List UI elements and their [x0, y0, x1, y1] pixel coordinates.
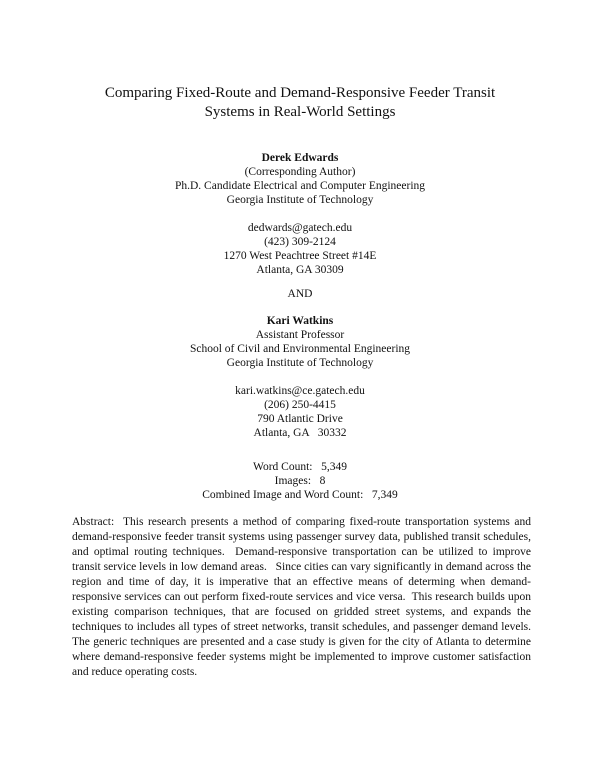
author1-street: 1270 West Peachtree Street #14E — [223, 250, 377, 262]
author2-email: kari.watkins@ce.gatech.edu — [235, 385, 365, 397]
author2-city: Atlanta, GA 30332 — [253, 427, 347, 439]
author2-block — [60, 314, 540, 440]
author1-position: Ph.D. Candidate Electrical and Computer Engineering — [174, 180, 426, 192]
author-separator: AND — [287, 288, 313, 300]
author1-phone: (423) 309-2124 — [264, 236, 336, 248]
title-line-2: Systems in Real-World Settings — [204, 104, 396, 120]
author2-phone: (206) 250-4415 — [264, 399, 336, 411]
title-line-1: Comparing Fixed-Route and Demand-Responsive Feeder Transit — [104, 85, 496, 101]
author1-institution: Georgia Institute of Technology — [226, 194, 374, 206]
author1-email: dedwards@gatech.edu — [247, 222, 353, 234]
author2-role: Assistant Professor — [255, 329, 345, 341]
author1-block — [60, 151, 540, 277]
author2-institution: Georgia Institute of Technology — [226, 357, 374, 369]
author1-city: Atlanta, GA 30309 — [256, 264, 344, 276]
author2-name: Kari Watkins — [266, 315, 334, 327]
image-count: Images: 8 — [274, 475, 326, 487]
count-block — [60, 460, 540, 502]
author1-role: (Corresponding Author) — [244, 166, 356, 178]
combined-count: Combined Image and Word Count: 7,349 — [202, 489, 398, 501]
paper-title — [60, 84, 540, 122]
author2-department: School of Civil and Environmental Engineering — [189, 343, 411, 355]
author2-street: 790 Atlantic Drive — [257, 413, 343, 425]
word-count: Word Count: 5,349 — [253, 461, 347, 473]
abstract-text: Abstract: This research presents a method of comparing fixed-route transportation systems and demand-responsive feeder transit systems using passenger survey data, published transit schedules, and optimal routing techniques. Demand-responsive transportation can be utilized to improve transit service levels in low demand areas. Since cities can vary significantly in demand across the region and time of day, it is imperative that an effective means of determing when demand-responsive services can out perform fixed-route services and vice versa. This research builds upon existing comparison techniques, that are focused on gridded street systems, and expands the techniques to includes all types of street networks, transit schedules, and passenger demand levels. The generic techniques are presented and a case study is given for the city of Atlanta to determine where demand-responsive feeder systems might be implemented to improve customer satisfaction and reduce operating costs. — [72, 516, 540, 678]
author1-name: Derek Edwards — [261, 152, 339, 164]
